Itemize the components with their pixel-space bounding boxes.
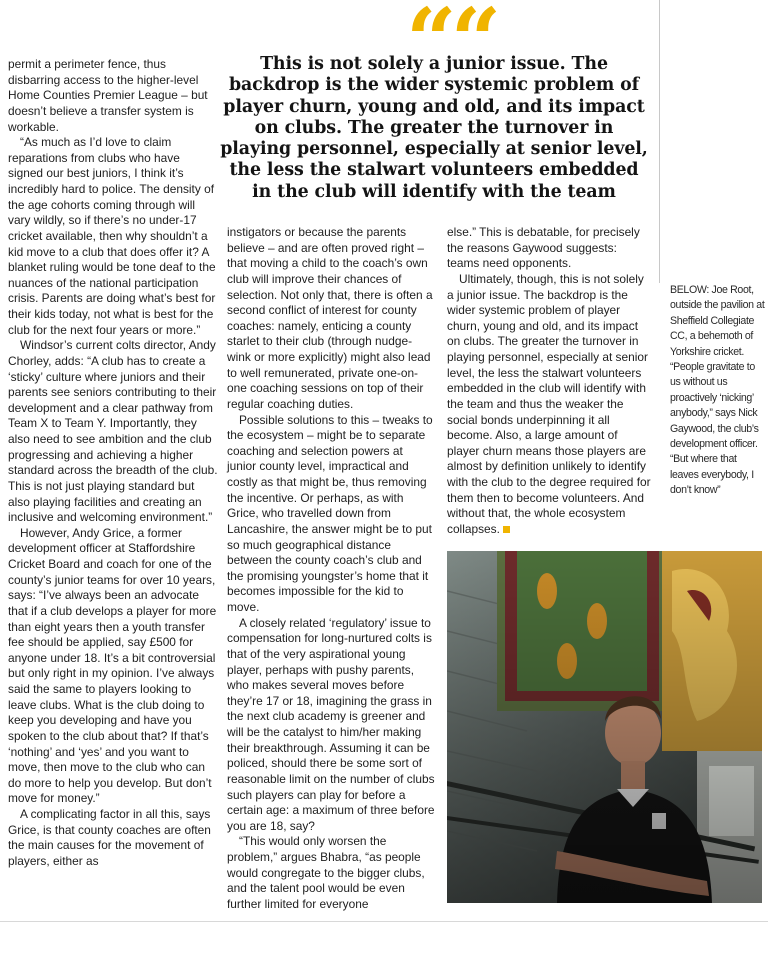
paragraph: “As much as I’d love to claim reparations from clubs who have signed our best juniors, I think it’s incredibly hard to police. The density of the age cohorts coming through will vary wildly, so if there’s no under-17 cricket available, then why shouldn’t a kid move to a club that does offer it? A blanket ruling would be tone deaf to the nuances of the national participation crisis. Parents are doing what’s best for their kids today, not what is best for the club for the next four years or more.” (8, 135, 216, 337)
photo-caption: BELOW: Joe Root, outside the pavilion at Sheffield Collegiate CC, a behemoth of Yorkshire cricket. “People gravitate to us without us proactively ‘nicking’ anybody,” says Nick Gaywood, the club’s development officer. “But where that leaves everybody, I don’t know” (670, 284, 765, 497)
body-column-1 (8, 57, 218, 870)
paragraph (447, 272, 652, 538)
paragraph: “This would only worsen the problem,” argues Bhabra, “as people would congregate to the bigger clubs, and the talent pool would be even further limited for everyone (227, 834, 425, 911)
quote-mark-icon: ““ (406, 0, 496, 92)
end-mark-icon (503, 526, 510, 533)
paragraph: A closely related ‘regulatory’ issue to compensation for long-nurtured colts is that of the very aspirational young player, perhaps with pushy parents, who makes several moves before they’re 17 or 18, imagining the grass in the next club academy is greener and will be the catalyst to him/her making their breakthrough. Assuming it can be policed, should there be some sort of reasonable limit on the number of clubs such players can play for before a certain age: a maximum of three before you are 18, say? (227, 615, 435, 833)
paragraph: Windsor’s current colts director, Andy Chorley, adds: “A club has to create a ‘sticky’ culture where juniors and their parents see seniors contributing to their development and a clear pathway from Team X to Team Y. Importantly, they also need to see ambition and the club progressing and achieving a higher standard across the breadth of the club. This is not just playing standard but also playing facilities and creating an inclusive and welcoming environment.” (8, 338, 218, 525)
paragraph: A complicating factor in all this, says Grice, is that county coaches are often the main causes for the movement of players, either as (8, 807, 211, 868)
paragraph: else.” This is debatable, for precisely the reasons Gaywood suggests: teams need opponents. (447, 225, 640, 271)
player-photo (447, 551, 762, 903)
body-column-3 (447, 225, 652, 538)
pull-quote: This is not solely a junior issue. The backdrop is the wider systemic problem of player churn, young and old, and its impact on clubs. The greater the turnover in playing personnel, especially at senior level, the less the stalwart volunteers embedded in the club will identify with the team (220, 54, 648, 202)
paragraph: instigators or because the parents believe – and are often proved right – that moving a child to the coach’s own club will improve their chances of selection. Not only that, there is often a second conflict of interest for county coaches: namely, enticing a county starlet to their club (through nudge-wink or more explicitly) might also lead to well remunerated, private one-on-one coaching sessions on top of their regular coaching duties. (227, 225, 433, 411)
page-footer-divider (0, 921, 768, 922)
paragraph: permit a perimeter fence, thus disbarring access to the higher-level Home Counties Premier League – but doesn’t believe a transfer system is workable. (8, 57, 208, 134)
body-column-2 (227, 225, 435, 913)
column-divider (659, 0, 660, 283)
paragraph-text: Ultimately, though, this is not solely a junior issue. The backdrop is the wider systemic problem of player churn, young and old, and its impact on clubs. The greater the turnover in playing personnel, especially at senior level, the less the stalwart volunteers embedded in the club will identify with the team and thus the weaker the social bonds underpinning it all become. Also, a large amount of player churn means those players are almost by definition unlikely to identify with the club to the degree required for them then to become volunteers. And without that, the whole ecosystem collapses. (447, 271, 651, 536)
paragraph: However, Andy Grice, a former development officer at Staffordshire Cricket Board and coach for one of the county’s junior teams for over 10 years, says: “I’ve always been an advocate that if a club develops a player for more than eight years then a youth transfer fee should be applied, say £500 for anyone under 18. It’s a bit controversial but only right in my opinion. I’ve always said the same to players looking to leave clubs. What is the club doing to keep you developing and have you spoken to the club about that? If that’s ‘nothing’ and ‘yes’ and you want to move, then move to the club who can do more to help you develop. But don’t move for money.” (8, 525, 217, 806)
paragraph: Possible solutions to this – tweaks to the ecosystem – might be to separate coaching and selection powers at junior county level, impractical and costly as that might be, thus removing the incentive. Or perhaps, as with Grice, who travelled down from Lancashire, the answer might be to put so much geographical distance between the county coach’s club and the promising youngster’s home that it becomes impossible for the kid to move. (227, 412, 433, 614)
